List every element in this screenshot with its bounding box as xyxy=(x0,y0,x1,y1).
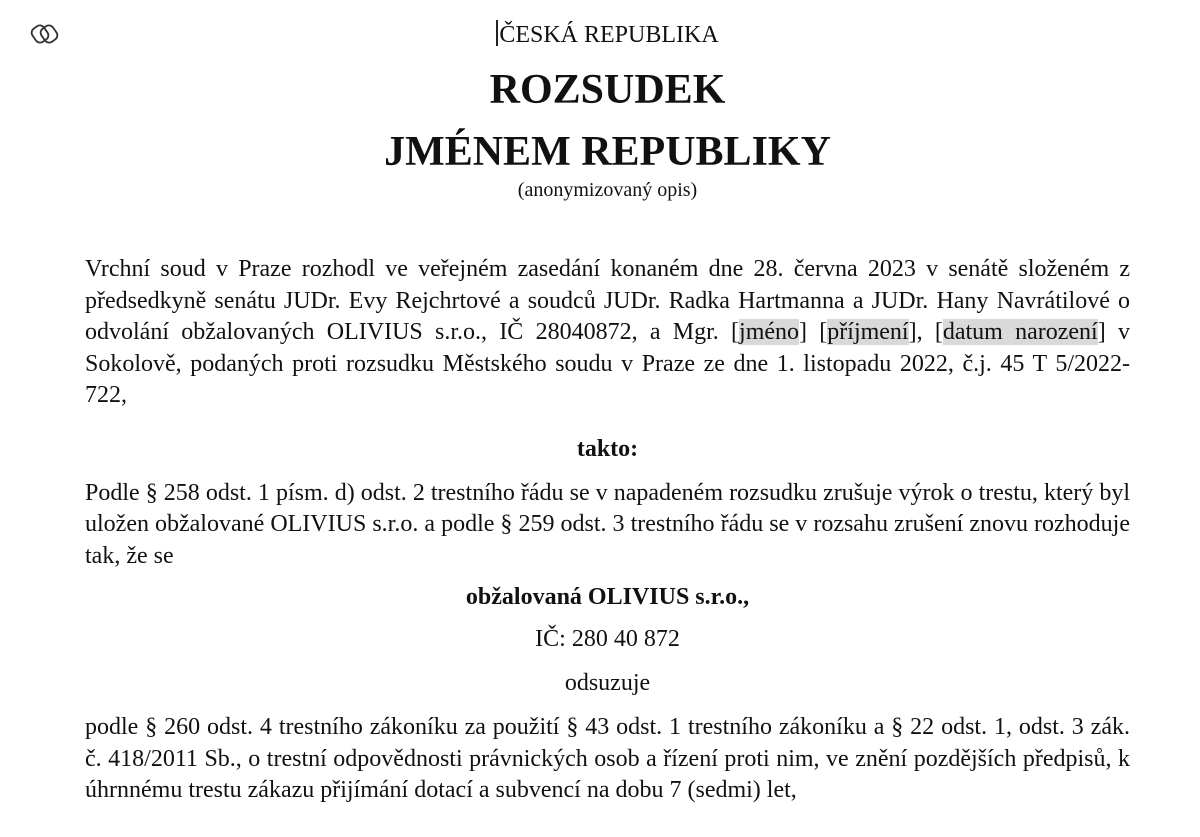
document-title: ROZSUDEK xyxy=(489,67,726,113)
text-cursor xyxy=(496,20,498,46)
copilot-icon[interactable] xyxy=(30,20,60,48)
defendant-ic: IČ: 280 40 872 xyxy=(535,626,680,652)
placeholder-birthdate[interactable]: datum narození xyxy=(942,319,1098,345)
anonymized-note: (anonymizovaný opis) xyxy=(517,179,698,201)
country-text: ČESKÁ REPUBLIKA xyxy=(499,22,719,48)
document-subtitle: JMÉNEM REPUBLIKY xyxy=(384,129,831,175)
intro-sep-1: ] [ xyxy=(799,319,828,345)
takto-heading: takto: xyxy=(576,435,639,462)
intro-text-2: ] v Sokolově, podaných proti rozsudku Městského soudu v Praze ze dne 1. listopadu 2022, č.j. 45 T 5/2022-722, xyxy=(85,319,1130,408)
intro-paragraph xyxy=(85,254,1130,412)
placeholder-surname[interactable]: příjmení xyxy=(827,319,909,345)
placeholder-name[interactable]: jméno xyxy=(739,319,800,345)
intro-text-1: Vrchní soud v Praze rozhodl ve veřejném zasedání konaném dne 28. června 2023 v senátě složeném z předsedkyně senátu JUDr. Evy Rejchrtové a soudců JUDr. Radka Hartmanna a JUDr. Hany Navrátilové o odvolání obžalovaných OLIVIUS s.r.o., IČ 28040872, a Mgr. [ xyxy=(85,256,1130,345)
document-page xyxy=(85,0,1130,807)
intro-sep-2: ], [ xyxy=(908,319,943,345)
ruling-paragraph: Podle § 258 odst. 1 písm. d) odst. 2 trestního řádu se v napadeném rozsudku zrušuje výrok o trestu, který byl uložen obžalované OLIVIUS s.r.o. a podle § 259 odst. 3 trestního řádu se v rozsahu zrušení znovu rozhoduje tak, že se xyxy=(85,479,1130,569)
defendant-name: obžalovaná OLIVIUS s.r.o., xyxy=(465,584,750,610)
sentence-paragraph: podle § 260 odst. 4 trestního zákoníku za použití § 43 odst. 1 trestního zákoníku a § 22 odst. 1, odst. 3 zák. č. 418/2011 Sb., o trestní odpovědnosti právnických osob a řízení proti nim, ve znění pozdějších předpisů, k úhrnnému trestu zákazu přijímání dotací a subvencí na dobu 7 (sedmi) let, xyxy=(85,714,1130,803)
verdict-word: odsuzuje xyxy=(564,670,651,696)
country-heading xyxy=(85,20,1130,50)
